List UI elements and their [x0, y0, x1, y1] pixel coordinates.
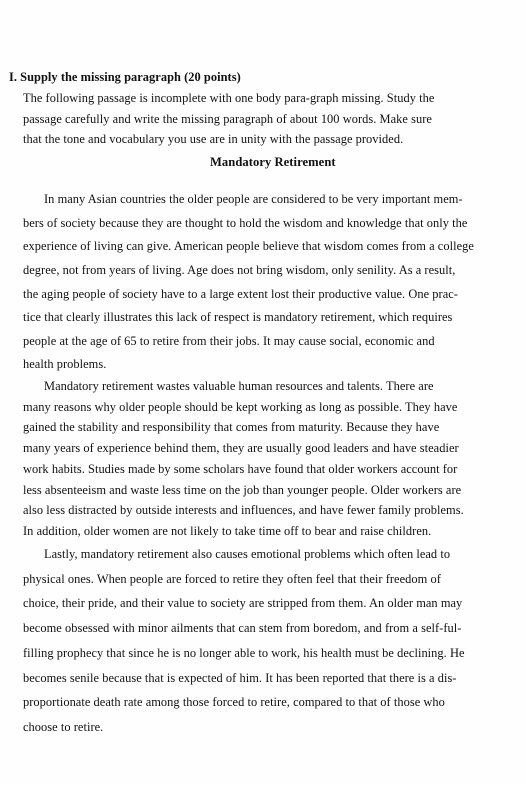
- paragraph1-line-2: bers of society because they are thought to hold the wisdom and knowledge that only the: [23, 216, 468, 230]
- section-heading: I. Supply the missing paragraph (20 points): [9, 70, 241, 84]
- paragraph3-line-4: become obsessed with minor ailments that can stem from boredom, and from a self-ful-: [23, 621, 462, 635]
- paragraph2-line-7: also less distracted by outside interests and influences, and have fewer family problems.: [23, 503, 464, 517]
- paragraph2-line-5: work habits. Studies made by some scholars have found that older workers account for: [23, 462, 458, 476]
- instruction-line-2: passage carefully and write the missing paragraph of about 100 words. Make sure: [23, 112, 432, 126]
- paragraph2-line-8: In addition, older women are not likely to take time off to bear and raise children.: [23, 524, 432, 538]
- paragraph1-line-7: people at the age of 65 to retire from their jobs. It may cause social, economic and: [23, 334, 435, 348]
- paragraph1-line-3: experience of living can give. American people believe that wisdom comes from a college: [23, 239, 474, 253]
- paragraph1-line-5: the aging people of society have to a large extent lost their productive value. One prac-: [23, 287, 458, 301]
- paragraph3-line-8: choose to retire.: [23, 720, 104, 734]
- paragraph3-line-7: proportionate death rate among those forced to retire, compared to that of those who: [23, 695, 445, 709]
- paragraph2-line-2: many reasons why older people should be kept working as long as possible. They have: [23, 400, 458, 414]
- paragraph3-line-6: becomes senile because that is expected of him. It has been reported that there is a dis-: [23, 671, 457, 685]
- paragraph3-line-1: Lastly, mandatory retirement also causes emotional problems which often lead to: [44, 547, 451, 561]
- instruction-line-3: that the tone and vocabulary you use are in unity with the passage provided.: [23, 132, 404, 146]
- paragraph2-line-1: Mandatory retirement wastes valuable human resources and talents. There are: [44, 379, 434, 393]
- paragraph1-line-8: health problems.: [23, 357, 107, 371]
- paragraph1-line-6: tice that clearly illustrates this lack of respect is mandatory retirement, which requires: [23, 310, 453, 324]
- paragraph3-line-3: choice, their pride, and their value to society are stripped from them. An older man may: [23, 596, 463, 610]
- paragraph2-line-3: gained the stability and responsibility that comes from maturity. Because they have: [23, 420, 440, 434]
- instruction-line-1: The following passage is incomplete with one body para-graph missing. Study the: [23, 91, 435, 105]
- paragraph3-line-5: filling prophecy that since he is no longer able to work, his health must be declining. He: [23, 646, 465, 660]
- paragraph3-line-2: physical ones. When people are forced to retire they often feel that their freedom of: [23, 572, 441, 586]
- paragraph2-line-6: less absenteeism and waste less time on the job than younger people. Older workers are: [23, 483, 462, 497]
- passage-title: Mandatory Retirement: [210, 155, 336, 169]
- paragraph1-line-1: In many Asian countries the older people are considered to be very important mem-: [44, 192, 463, 206]
- paragraph2-line-4: many years of experience behind them, they are usually good leaders and have steadier: [23, 441, 459, 455]
- paragraph1-line-4: degree, not from years of living. Age does not bring wisdom, only senility. As a result,: [23, 263, 456, 277]
